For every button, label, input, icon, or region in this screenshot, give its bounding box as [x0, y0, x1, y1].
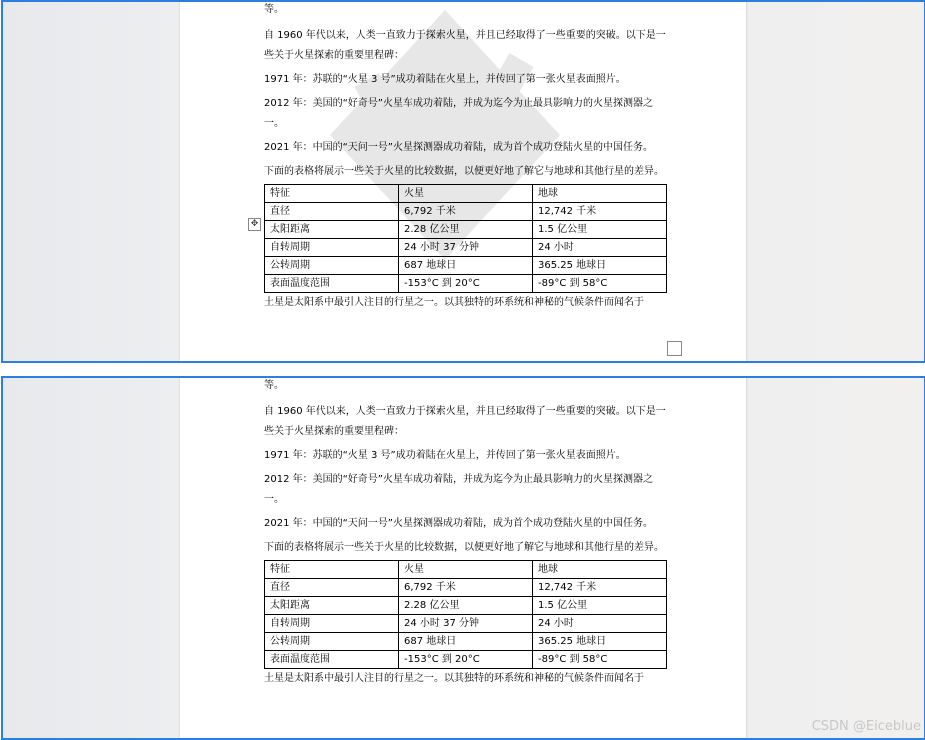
paragraph-table-intro: 下面的表格将展示一些关于火星的比较数据，以便更好地了解它与地球和其他行星的差异。 — [264, 542, 664, 553]
paragraph-2021: 2021 年：中国的“天问一号”火星探测器成功着陆，成为首个成功登陆火星的中国任务。 — [264, 142, 653, 153]
source-watermark: CSDN @Eiceblue — [811, 719, 921, 734]
table-cell[interactable]: 12,742 千米 — [533, 579, 667, 597]
paragraph-intro: 自 1960 年代以来，人类一直致力于探索火星，并且已经取得了一些重要的突破。以下是一些关于火星探索的重要里程碑： — [264, 30, 666, 61]
text-line: 等。 — [264, 4, 284, 15]
table-cell[interactable]: 687 地球日 — [399, 633, 533, 651]
table-cell[interactable]: 365.25 地球日 — [533, 257, 667, 275]
table-cell[interactable]: 24 小时 — [533, 239, 667, 257]
table-cell[interactable]: 2.28 亿公里 — [399, 221, 533, 239]
document-view-original — [1, 0, 925, 363]
document-page[interactable] — [180, 0, 746, 361]
canvas-right — [748, 2, 924, 361]
table-row — [265, 561, 667, 579]
table-cell[interactable]: 6,792 千米 — [399, 203, 533, 221]
table-row — [265, 239, 667, 257]
paragraph-2021: 2021 年：中国的“天问一号”火星探测器成功着陆，成为首个成功登陆火星的中国任务。 — [264, 518, 653, 529]
table-cell[interactable]: 太阳距离 — [265, 221, 399, 239]
table-row — [265, 275, 667, 293]
table-row — [265, 203, 667, 221]
paragraph-saturn: 土星是太阳系中最引人注目的行星之一。以其独特的环系统和神秘的气候条件而闻名于 — [264, 297, 644, 308]
table-cell[interactable]: 表面温度范围 — [265, 275, 399, 293]
table-cell[interactable]: 表面温度范围 — [265, 651, 399, 669]
table-cell[interactable]: 自转周期 — [265, 239, 399, 257]
table-row — [265, 633, 667, 651]
table-row — [265, 651, 667, 669]
table-cell[interactable]: 自转周期 — [265, 615, 399, 633]
paragraph-table-intro: 下面的表格将展示一些关于火星的比较数据，以便更好地了解它与地球和其他行星的差异。 — [264, 166, 664, 177]
canvas-left — [3, 378, 180, 738]
paragraph-1971: 1971 年：苏联的“火星 3 号”成功着陆在火星上，并传回了第一张火星表面照片。 — [264, 74, 626, 85]
table-cell[interactable]: 2.28 亿公里 — [399, 597, 533, 615]
table-cell[interactable]: 687 地球日 — [399, 257, 533, 275]
table-cell[interactable]: 24 小时 — [533, 615, 667, 633]
paragraph-2012: 2012 年：美国的“好奇号”火星车成功着陆，并成为迄今为止最具影响力的火星探测器之一。 — [264, 98, 653, 129]
table-cell[interactable]: 特征 — [265, 561, 399, 579]
paragraph-saturn: 土星是太阳系中最引人注目的行星之一。以其独特的环系统和神秘的气候条件而闻名于 — [264, 673, 644, 684]
document-view-result — [1, 376, 925, 740]
table-cell[interactable]: 地球 — [533, 185, 667, 203]
table-cell[interactable]: 24 小时 37 分钟 — [399, 615, 533, 633]
table-row — [265, 185, 667, 203]
table-cell[interactable]: 6,792 千米 — [399, 579, 533, 597]
table-row — [265, 615, 667, 633]
document-body[interactable] — [264, 376, 668, 693]
table-cell[interactable]: 公转周期 — [265, 633, 399, 651]
table-cell[interactable]: 公转周期 — [265, 257, 399, 275]
table-resize-handle[interactable] — [667, 341, 682, 356]
canvas-right — [748, 378, 924, 738]
table-cell[interactable]: 24 小时 37 分钟 — [399, 239, 533, 257]
document-body[interactable] — [264, 0, 668, 317]
table-cell[interactable]: 特征 — [265, 185, 399, 203]
table-row — [265, 221, 667, 239]
table-cell[interactable]: 地球 — [533, 561, 667, 579]
comparison-table[interactable] — [264, 184, 667, 293]
move-icon[interactable]: ✥ — [248, 218, 261, 231]
canvas-left — [3, 2, 180, 361]
table-cell[interactable]: 1.5 亿公里 — [533, 221, 667, 239]
paragraph-1971: 1971 年：苏联的“火星 3 号”成功着陆在火星上，并传回了第一张火星表面照片。 — [264, 450, 626, 461]
table-cell[interactable]: 火星 — [399, 561, 533, 579]
text-line: 等。 — [264, 380, 284, 391]
table-cell[interactable]: 365.25 地球日 — [533, 633, 667, 651]
table-cell[interactable]: 直径 — [265, 203, 399, 221]
table-row — [265, 597, 667, 615]
table-cell[interactable]: -89°C 到 58°C — [533, 651, 667, 669]
comparison-table[interactable] — [264, 560, 667, 669]
table-cell[interactable]: -153°C 到 20°C — [399, 651, 533, 669]
table-row — [265, 257, 667, 275]
document-page[interactable] — [180, 376, 746, 738]
table-cell[interactable]: 12,742 千米 — [533, 203, 667, 221]
table-cell[interactable]: 1.5 亿公里 — [533, 597, 667, 615]
paragraph-2012: 2012 年：美国的“好奇号”火星车成功着陆，并成为迄今为止最具影响力的火星探测器之一。 — [264, 474, 653, 505]
table-cell[interactable]: 直径 — [265, 579, 399, 597]
table-cell[interactable]: 太阳距离 — [265, 597, 399, 615]
paragraph-intro: 自 1960 年代以来，人类一直致力于探索火星，并且已经取得了一些重要的突破。以下是一些关于火星探索的重要里程碑： — [264, 406, 666, 437]
table-row — [265, 579, 667, 597]
table-cell[interactable]: -153°C 到 20°C — [399, 275, 533, 293]
table-cell[interactable]: 火星 — [399, 185, 533, 203]
table-cell[interactable]: -89°C 到 58°C — [533, 275, 667, 293]
